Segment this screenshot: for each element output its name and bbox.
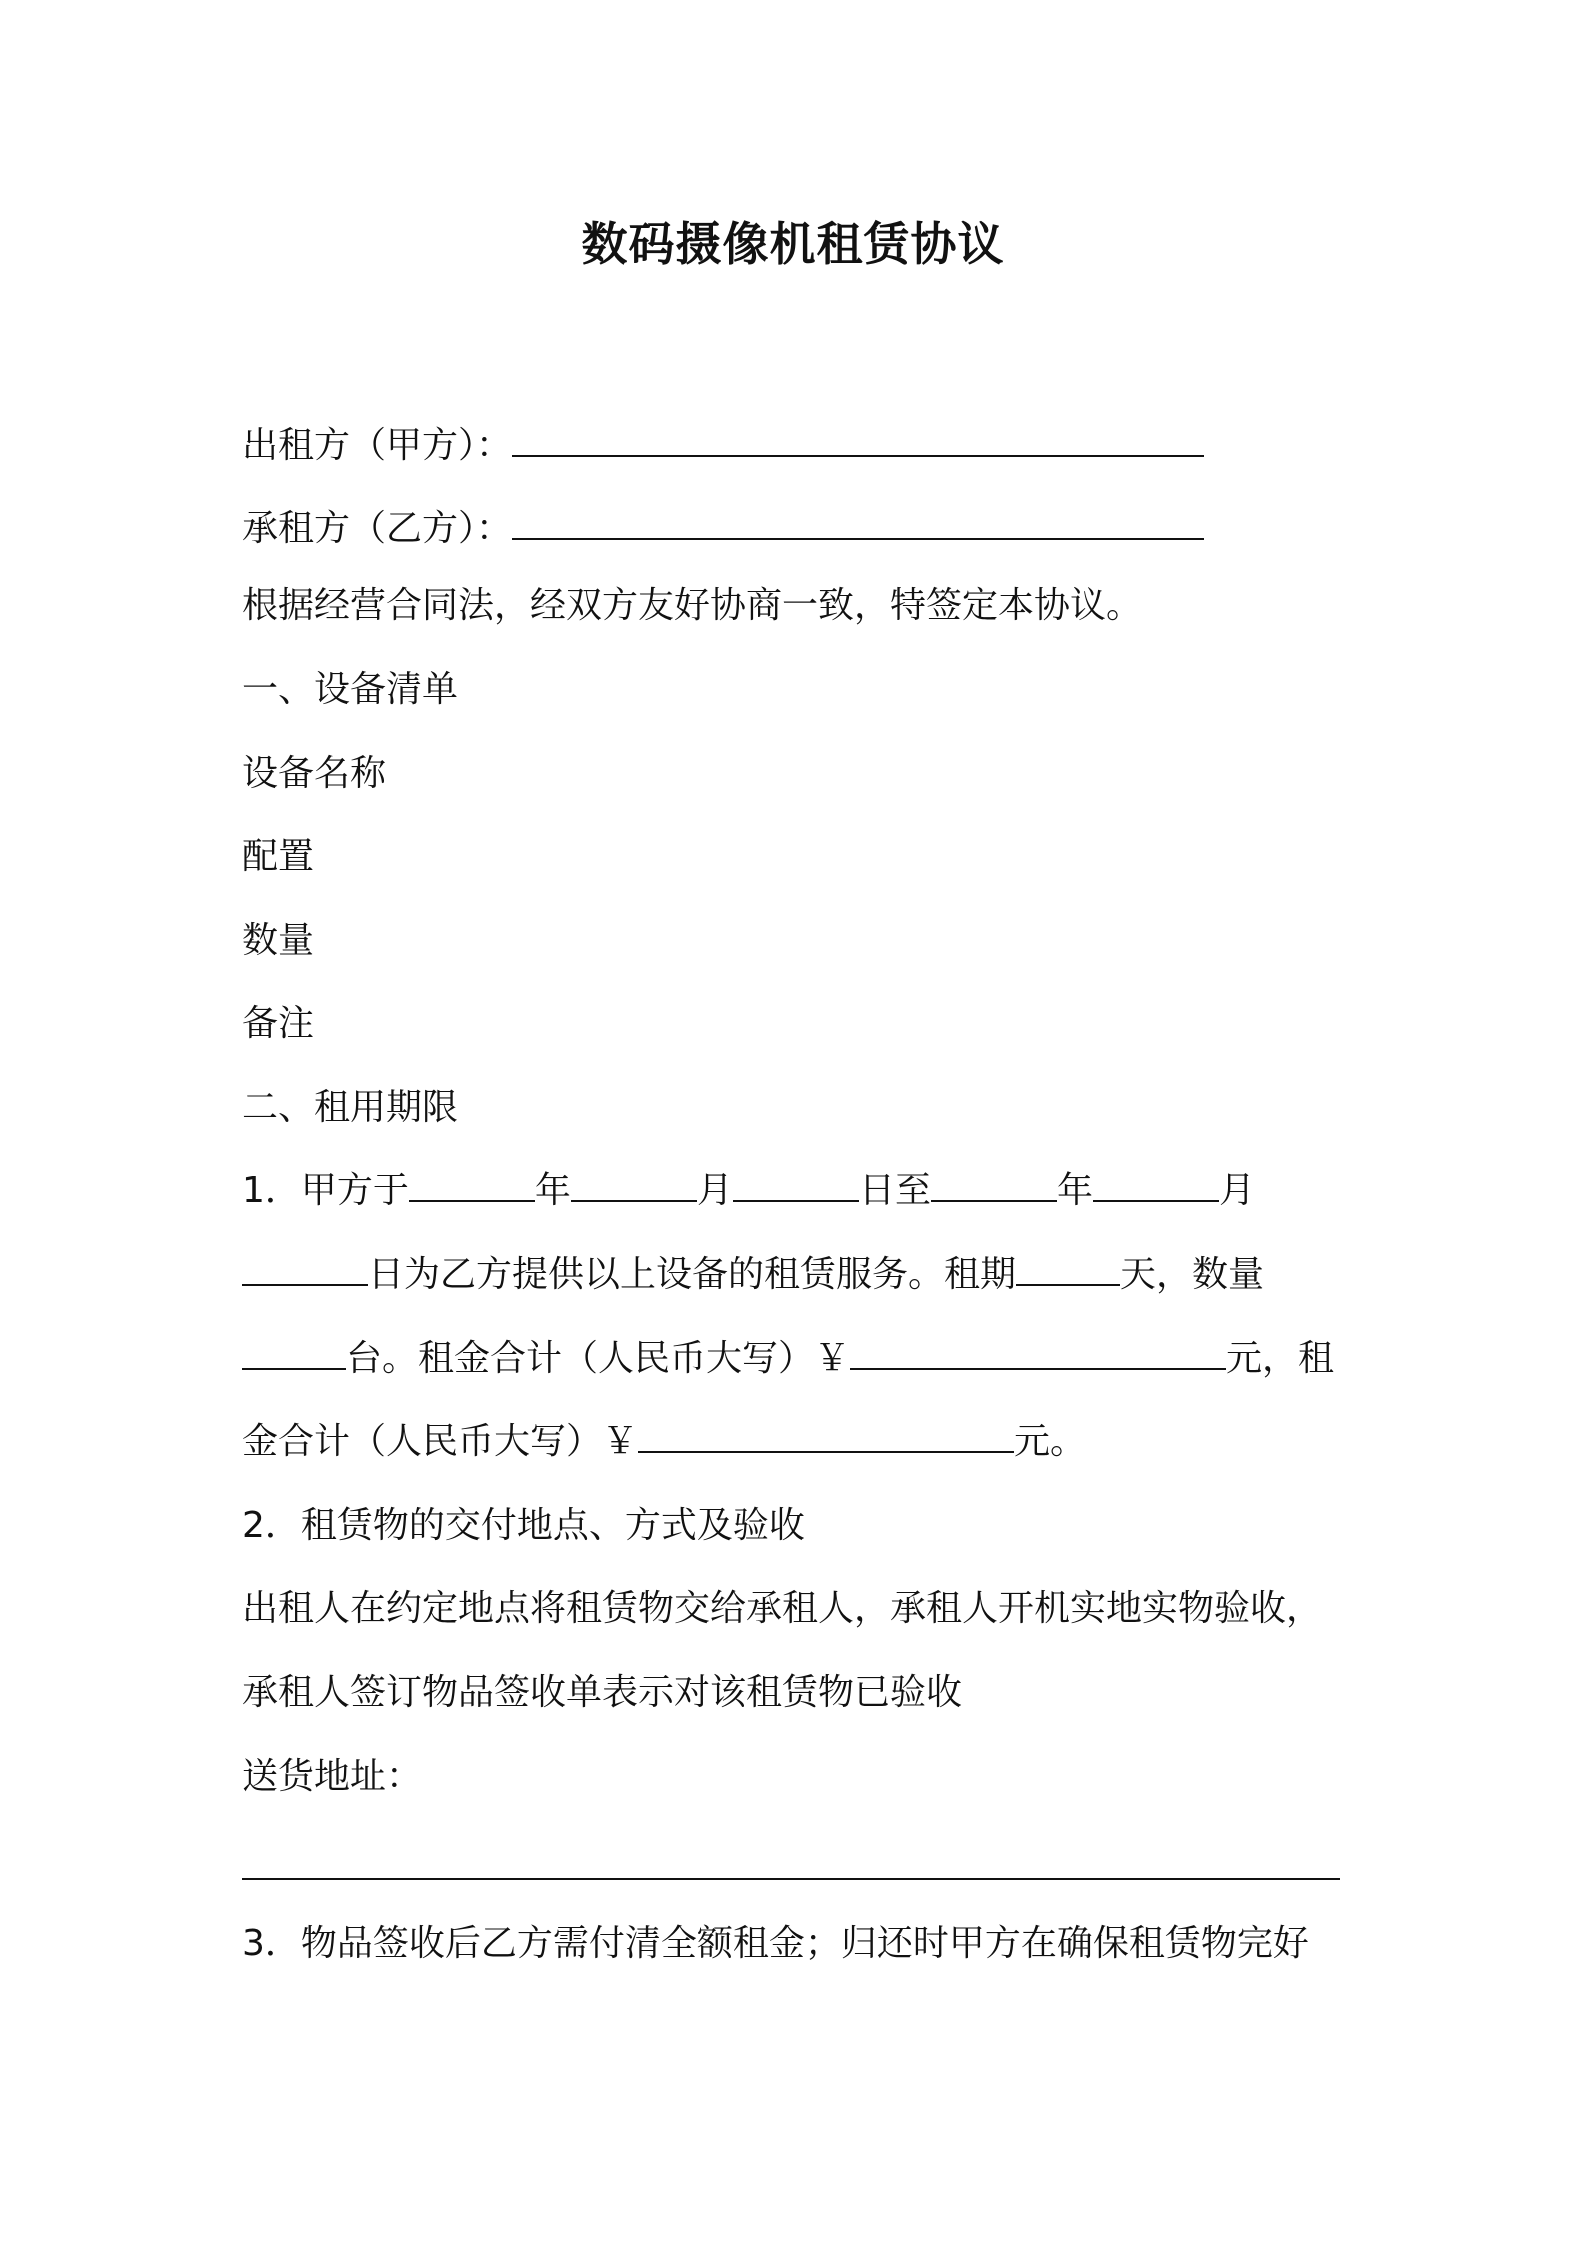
clause2-body-line2: 承租人签订物品签收单表示对该租赁物已验收 [242,1672,963,1713]
year-label: 年 [534,1170,571,1211]
rental-days-blank[interactable] [1016,1254,1120,1286]
equipment-config-field: 配置 [242,836,315,877]
section1-heading: 一、设备清单 [242,669,459,710]
clause3-line1: 3．物品签收后乙方需付清全额租金；归还时甲方在确保租赁物完好 [242,1923,1309,1964]
lessee-label: 承租方（乙方）： [242,508,513,549]
end-year-blank[interactable] [931,1170,1057,1202]
month-label: 月 [1218,1170,1255,1211]
lessor-signature-blank[interactable] [512,425,1204,457]
delivery-address-label: 送货地址： [242,1756,423,1797]
lessor-line [242,422,1204,470]
end-month-blank[interactable] [1093,1170,1219,1202]
clause1-line1 [242,1167,1255,1215]
lessee-signature-blank[interactable] [512,508,1204,540]
clause2-body-line1: 出租人在约定地点将租赁物交给承租人，承租人开机实地实物验收， [242,1588,1323,1629]
delivery-address-blank[interactable] [242,1878,1340,1880]
rent-total-label: 台。租金合计（人民币大写）￥ [346,1338,851,1379]
rent-amount-blank[interactable] [850,1338,1226,1370]
month-label: 月 [696,1170,733,1211]
equipment-name-field: 设备名称 [242,753,387,794]
clause1-line4 [242,1418,1086,1466]
lessee-line [242,505,1204,553]
start-year-blank[interactable] [409,1170,535,1202]
clause1-line3 [242,1335,1334,1383]
rent-total-label-2: 金合计（人民币大写）￥ [242,1421,639,1462]
day-to-label: 日至 [858,1170,931,1211]
end-day-blank[interactable] [242,1254,368,1286]
year-label: 年 [1056,1170,1093,1211]
start-month-blank[interactable] [571,1170,697,1202]
yuan-label-2: 元。 [1014,1421,1087,1462]
clause2-heading: 2．租赁物的交付地点、方式及验收 [242,1505,805,1546]
rent-amount-blank-2[interactable] [638,1421,1014,1453]
clause1-prefix: 1．甲方于 [242,1170,409,1211]
equipment-remarks-field: 备注 [242,1003,315,1044]
days-quantity-label: 天，数量 [1120,1254,1265,1295]
yuan-label: 元，租 [1226,1338,1335,1379]
start-day-blank[interactable] [733,1170,859,1202]
intro-paragraph: 根据经营合同法，经双方友好协商一致，特签定本协议。 [242,585,1143,626]
unit-count-blank[interactable] [242,1338,346,1370]
section2-heading: 二、租用期限 [242,1087,459,1128]
service-text: 日为乙方提供以上设备的租赁服务。租期 [368,1254,1017,1295]
document-title: 数码摄像机租赁协议 [581,217,1005,271]
lessor-label: 出租方（甲方）： [242,425,513,466]
clause1-line2 [242,1251,1264,1299]
equipment-quantity-field: 数量 [242,920,315,961]
